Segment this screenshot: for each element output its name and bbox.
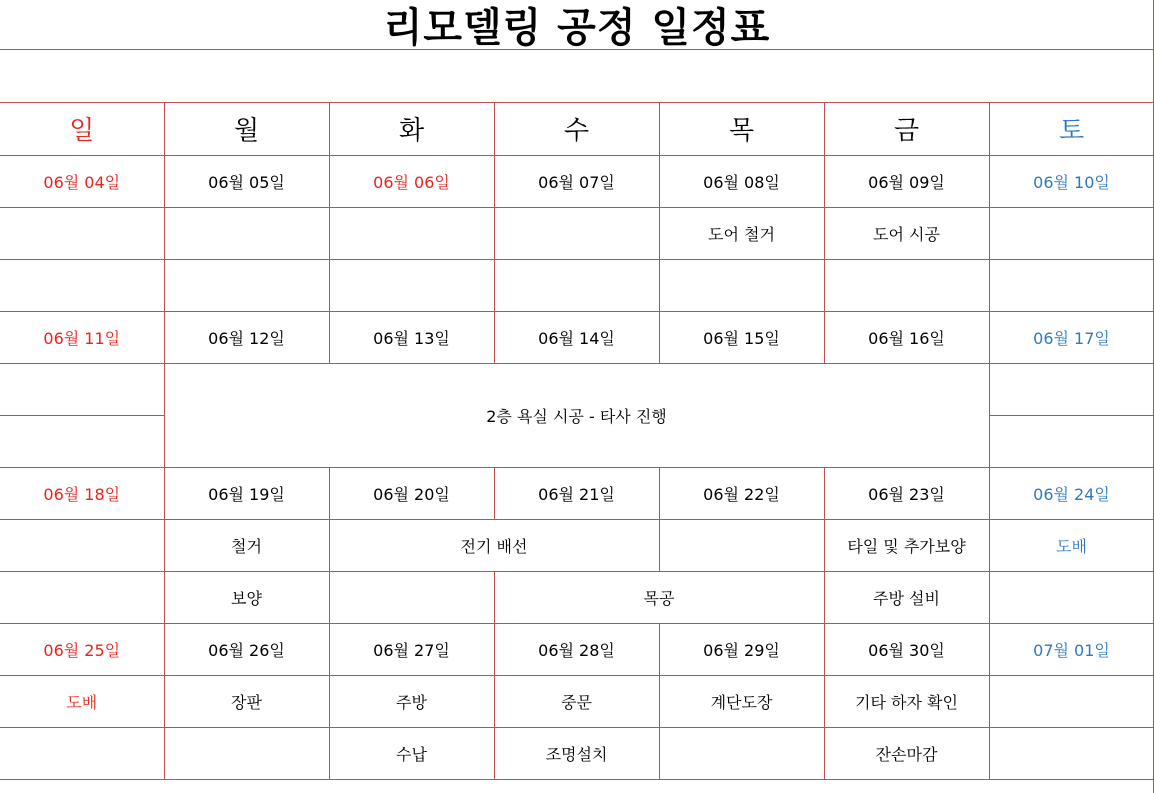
task-cell-empty[interactable]: [494, 207, 659, 259]
task-cell-empty[interactable]: [329, 571, 494, 623]
date-cell[interactable]: 06월 11일: [0, 311, 164, 363]
task-cell-empty[interactable]: [164, 207, 329, 259]
task-cell-empty[interactable]: [0, 519, 164, 571]
task-cell[interactable]: 잔손마감: [824, 727, 989, 779]
date-cell[interactable]: 06월 16일: [824, 311, 989, 363]
weekday-header-row: [0, 103, 1154, 155]
task-cell-empty[interactable]: [989, 259, 1154, 311]
task-cell[interactable]: 도배: [989, 519, 1154, 571]
date-cell[interactable]: 06월 27일: [329, 623, 494, 675]
task-cell[interactable]: 보양: [164, 571, 329, 623]
date-cell[interactable]: 06월 30일: [824, 623, 989, 675]
weekday-tue[interactable]: 화: [329, 103, 494, 155]
date-cell-holiday[interactable]: 06월 06일: [329, 155, 494, 207]
task-cell-empty[interactable]: [0, 727, 164, 779]
task-cell-empty[interactable]: [659, 727, 824, 779]
task-cell-empty[interactable]: [0, 259, 164, 311]
week2-task-row1: [0, 363, 1154, 415]
date-cell[interactable]: 06월 10일: [989, 155, 1154, 207]
task-cell-empty[interactable]: [164, 727, 329, 779]
date-cell[interactable]: 06월 17일: [989, 311, 1154, 363]
task-cell[interactable]: 수납: [329, 727, 494, 779]
weekday-thu[interactable]: 목: [659, 103, 824, 155]
week2-date-row: [0, 311, 1154, 363]
task-cell[interactable]: 철거: [164, 519, 329, 571]
task-cell-merged[interactable]: 전기 배선: [329, 519, 659, 571]
week1-task-row2: [0, 259, 1154, 311]
task-cell-merged[interactable]: 목공: [494, 571, 824, 623]
page-title: 리모델링 공정 일정표: [0, 0, 1154, 50]
week4-date-row: [0, 623, 1154, 675]
task-cell-empty[interactable]: [659, 519, 824, 571]
date-cell[interactable]: 06월 05일: [164, 155, 329, 207]
task-cell[interactable]: 주방: [329, 675, 494, 727]
task-cell[interactable]: 중문: [494, 675, 659, 727]
task-cell-empty[interactable]: [989, 207, 1154, 259]
date-cell[interactable]: 06월 13일: [329, 311, 494, 363]
task-cell-empty[interactable]: [329, 207, 494, 259]
date-cell[interactable]: 06월 24일: [989, 467, 1154, 519]
task-cell-empty[interactable]: [824, 259, 989, 311]
date-cell[interactable]: 06월 14일: [494, 311, 659, 363]
week4-task-row1: [0, 675, 1154, 727]
date-cell[interactable]: 06월 15일: [659, 311, 824, 363]
date-cell[interactable]: 06월 09일: [824, 155, 989, 207]
date-cell[interactable]: 06월 12일: [164, 311, 329, 363]
week1-task-row1: [0, 207, 1154, 259]
week3-task-row2: [0, 571, 1154, 623]
date-cell[interactable]: 06월 20일: [329, 467, 494, 519]
date-cell[interactable]: 06월 29일: [659, 623, 824, 675]
task-cell-empty[interactable]: [494, 259, 659, 311]
blank-header-row: [0, 50, 1154, 103]
date-cell[interactable]: 06월 21일: [494, 467, 659, 519]
task-cell-empty[interactable]: [0, 415, 164, 467]
task-cell-empty[interactable]: [164, 259, 329, 311]
week3-task-row1: [0, 519, 1154, 571]
task-cell-empty[interactable]: [989, 571, 1154, 623]
task-cell-empty[interactable]: [0, 207, 164, 259]
task-cell[interactable]: 장판: [164, 675, 329, 727]
weekday-mon[interactable]: 월: [164, 103, 329, 155]
date-cell[interactable]: 06월 28일: [494, 623, 659, 675]
task-cell[interactable]: 도어 철거: [659, 207, 824, 259]
week3-date-row: [0, 467, 1154, 519]
task-cell-empty[interactable]: [0, 571, 164, 623]
date-cell[interactable]: 06월 18일: [0, 467, 164, 519]
date-cell[interactable]: 06월 19일: [164, 467, 329, 519]
date-cell[interactable]: 06월 25일: [0, 623, 164, 675]
task-cell-merged[interactable]: 2층 욕실 시공 - 타사 진행: [164, 363, 989, 467]
task-cell-empty[interactable]: [0, 363, 164, 415]
date-cell[interactable]: 06월 07일: [494, 155, 659, 207]
task-cell-empty[interactable]: [989, 363, 1154, 415]
weekday-sun[interactable]: 일: [0, 103, 164, 155]
schedule-table: [0, 103, 1154, 780]
date-cell[interactable]: 06월 26일: [164, 623, 329, 675]
weekday-fri[interactable]: 금: [824, 103, 989, 155]
task-cell[interactable]: 주방 설비: [824, 571, 989, 623]
week1-date-row: [0, 155, 1154, 207]
task-cell-empty[interactable]: [659, 259, 824, 311]
task-cell[interactable]: 도배: [0, 675, 164, 727]
task-cell[interactable]: 타일 및 추가보양: [824, 519, 989, 571]
date-cell[interactable]: 06월 22일: [659, 467, 824, 519]
task-cell-empty[interactable]: [329, 259, 494, 311]
task-cell-empty[interactable]: [989, 675, 1154, 727]
weekday-wed[interactable]: 수: [494, 103, 659, 155]
task-cell-empty[interactable]: [989, 727, 1154, 779]
weekday-sat[interactable]: 토: [989, 103, 1154, 155]
task-cell[interactable]: 조명설치: [494, 727, 659, 779]
date-cell[interactable]: 06월 04일: [0, 155, 164, 207]
date-cell[interactable]: 06월 08일: [659, 155, 824, 207]
week4-task-row2: [0, 727, 1154, 779]
task-cell[interactable]: 계단도장: [659, 675, 824, 727]
date-cell[interactable]: 07월 01일: [989, 623, 1154, 675]
task-cell[interactable]: 도어 시공: [824, 207, 989, 259]
task-cell[interactable]: 기타 하자 확인: [824, 675, 989, 727]
task-cell-empty[interactable]: [989, 415, 1154, 467]
date-cell[interactable]: 06월 23일: [824, 467, 989, 519]
